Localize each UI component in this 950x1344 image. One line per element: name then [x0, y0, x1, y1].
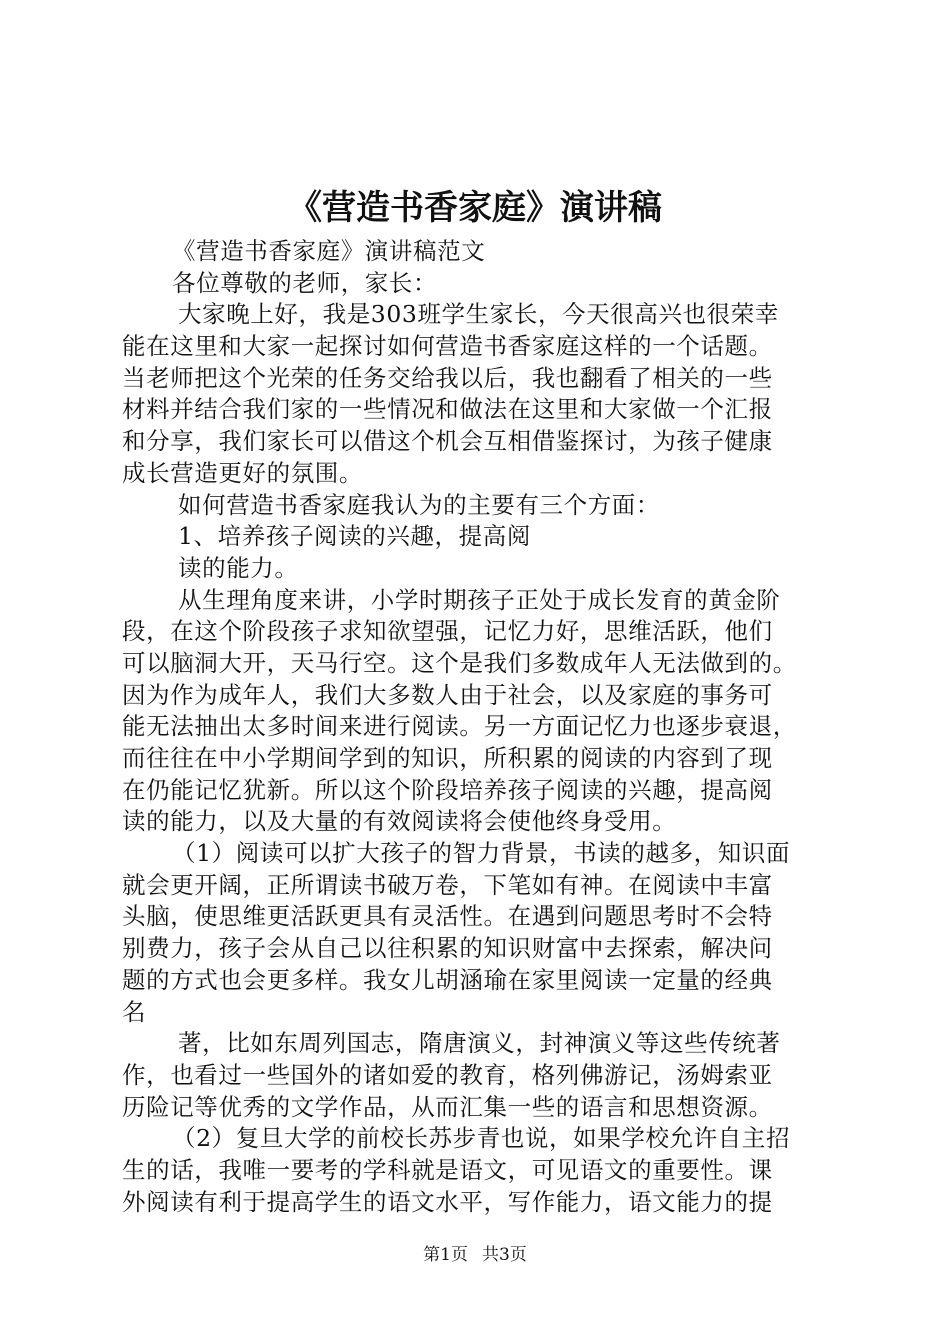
text-line: 大家晚上好，我是303班学生家长，今天很高兴也很荣幸: [178, 300, 779, 329]
text-line: 就会更开阔，正所谓读书破万卷，下笔如有神。在阅读中丰富: [122, 870, 773, 899]
text-line: 题的方式也会更多样。我女儿胡涵瑜在家里阅读一定量的经典: [122, 965, 773, 994]
text-line: 可以脑洞大开，天马行空。这个是我们多数成年人无法做到的。: [122, 648, 797, 677]
text-line: 当老师把这个光荣的任务交给我以后，我也翻看了相关的一些: [122, 363, 773, 392]
text-line: 生的话，我唯一要考的学科就是语文，可见语文的重要性。课: [122, 1155, 773, 1184]
page-number: 第1页: [423, 1245, 468, 1265]
text-line: 材料并结合我们家的一些情况和做法在这里和大家做一个汇报: [122, 395, 773, 424]
text-line: 历险记等优秀的文学作品，从而汇集一些的语言和思想资源。: [122, 1092, 773, 1121]
text-line: 能无法抽出太多时间来进行阅读。另一方面记忆力也逐步衰退，: [122, 712, 797, 741]
document-body: [122, 236, 840, 1218]
page-total: 共3页: [482, 1245, 527, 1265]
text-line: 名: [122, 997, 147, 1026]
text-line: 成长营造更好的氛围。: [122, 458, 363, 487]
text-line: 作，也看过一些国外的诸如爱的教育，格列佛游记，汤姆索亚: [122, 1060, 773, 1089]
text-line: 《营造书香家庭》演讲稿范文: [172, 237, 486, 265]
text-line: 外阅读有利于提高学生的语文水平，写作能力，语文能力的提: [122, 1187, 773, 1216]
page-footer: [0, 1243, 950, 1267]
text-line: 各位尊敬的老师，家长：: [172, 268, 438, 297]
text-line: 而往往在中小学期间学到的知识，所积累的阅读的内容到了现: [122, 744, 773, 772]
text-line: 1、培养孩子阅读的兴趣，提高阅: [178, 522, 531, 551]
text-line: 因为作为成年人，我们大多数人由于社会，以及家庭的事务可: [122, 680, 773, 709]
document-title: 《营造书香家庭》演讲稿: [288, 188, 662, 228]
text-line: 和分享，我们家长可以借这个机会互相借鉴探讨，为孩子健康: [122, 427, 773, 456]
text-line: 段，在这个阶段孩子求知欲望强，记忆力好，思维活跃，他们: [122, 617, 773, 646]
text-line: 别费力，孩子会从自己以往积累的知识财富中去探索，解决问: [122, 934, 773, 963]
text-line: （2）复旦大学的前校长苏步青也说，如果学校允许自主招: [172, 1124, 791, 1153]
text-line: 如何营造书香家庭我认为的主要有三个方面：: [178, 490, 660, 519]
text-line: 从生理角度来讲，小学时期孩子正处于成长发育的黄金阶: [178, 585, 781, 614]
text-line: 读的能力，以及大量的有效阅读将会使他终身受用。: [122, 807, 677, 836]
text-line: （1）阅读可以扩大孩子的智力背景，书读的越多，知识面: [172, 839, 791, 868]
text-line: 能在这里和大家一起探讨如何营造书香家庭这样的一个话题。: [122, 332, 773, 361]
text-line: 著，比如东周列国志，隋唐演义，封神演义等这些传统著: [178, 1029, 781, 1058]
text-line: 头脑，使思维更活跃更具有灵活性。在遇到问题思考时不会特: [122, 902, 773, 931]
text-line: 在仍能记忆犹新。所以这个阶段培养孩子阅读的兴趣，提高阅: [122, 775, 773, 804]
text-line: 读的能力。: [178, 553, 299, 582]
